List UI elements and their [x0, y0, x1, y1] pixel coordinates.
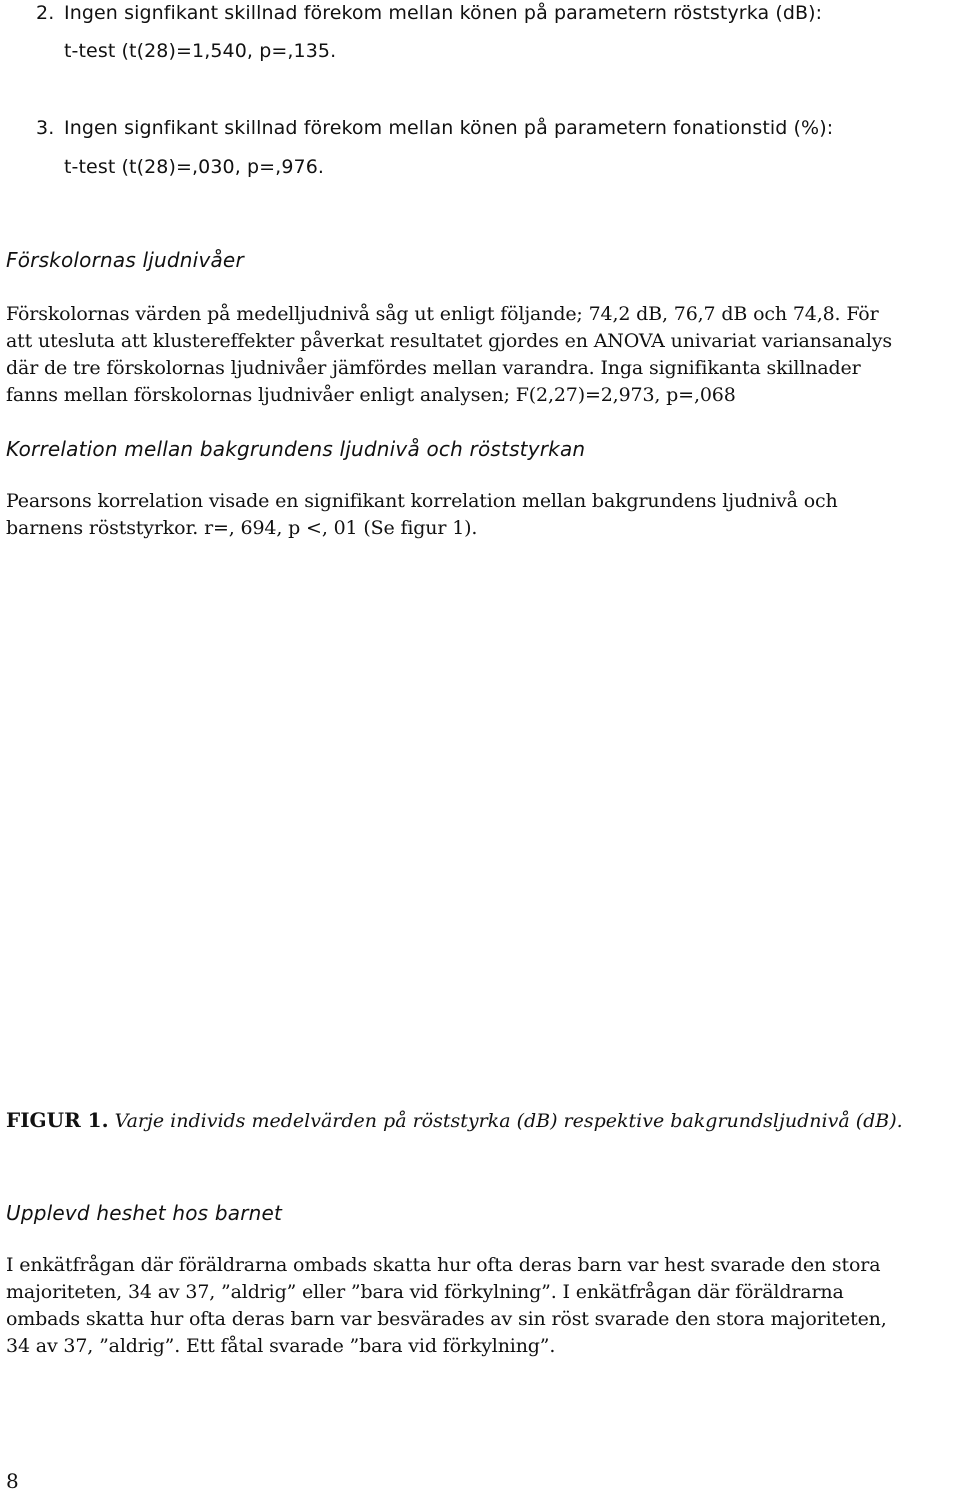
list-item-text: Ingen signfikant skillnad förekom mellan könen på parametern röststyrka (dB): — [64, 2, 823, 24]
figure-caption-text: Varje individs medelvärden på röststyrka (dB) respektive bakgrundsljudnivå (dB). — [114, 1110, 903, 1132]
figure-caption — [6, 1108, 903, 1132]
paragraph-line: I enkätfrågan där föräldrarna ombads skatta hur ofta deras barn var hest svarade den stora — [6, 1254, 881, 1276]
figure-label: FIGUR 1. — [6, 1108, 109, 1132]
paragraph-line: Förskolornas värden på medelljudnivå såg ut enligt följande; 74,2 dB, 76,7 dB och 74,8. För — [6, 303, 879, 325]
paragraph-line: majoriteten, 34 av 37, ”aldrig” eller ”bara vid förkylning”. I enkätfrågan där föräldrarna — [6, 1281, 844, 1303]
section-heading-forskolor: Förskolornas ljudnivåer — [6, 248, 244, 272]
paragraph-line: 34 av 37, ”aldrig”. Ett fåtal svarade ”bara vid förkylning”. — [6, 1335, 556, 1357]
list-item-text: Ingen signfikant skillnad förekom mellan könen på parametern fonationstid (%): — [64, 117, 834, 139]
paragraph-line: ombads skatta hur ofta deras barn var besvärades av sin röst svarade den stora majoriteten, — [6, 1308, 887, 1330]
list-item-continuation: t-test (t(28)=,030, p=,976. — [64, 156, 325, 178]
list-item — [36, 2, 822, 24]
paragraph-line: barnens röststyrkor. r=, 694, p <, 01 (Se figur 1). — [6, 517, 478, 539]
list-item-number: 3. — [36, 117, 55, 139]
list-item — [36, 117, 833, 139]
paragraph-line: att utesluta att klustereffekter påverkat resultatet gjordes en ANOVA univariat variansanalys — [6, 330, 892, 352]
section-heading-heshet: Upplevd heshet hos barnet — [6, 1201, 283, 1225]
list-item-continuation: t-test (t(28)=1,540, p=,135. — [64, 40, 337, 62]
section-heading-korrelation: Korrelation mellan bakgrundens ljudnivå och röststyrkan — [6, 437, 586, 461]
page-number: 8 — [6, 1469, 19, 1493]
figure-area — [0, 580, 960, 1090]
paragraph-line: Pearsons korrelation visade en signifikant korrelation mellan bakgrundens ljudnivå och — [6, 490, 838, 512]
paragraph-line: där de tre förskolornas ljudnivåer jämfördes mellan varandra. Inga signifikanta skillnader — [6, 357, 861, 379]
paragraph-line: fanns mellan förskolornas ljudnivåer enligt analysen; F(2,27)=2,973, p=,068 — [6, 384, 736, 406]
list-item-number: 2. — [36, 2, 55, 24]
